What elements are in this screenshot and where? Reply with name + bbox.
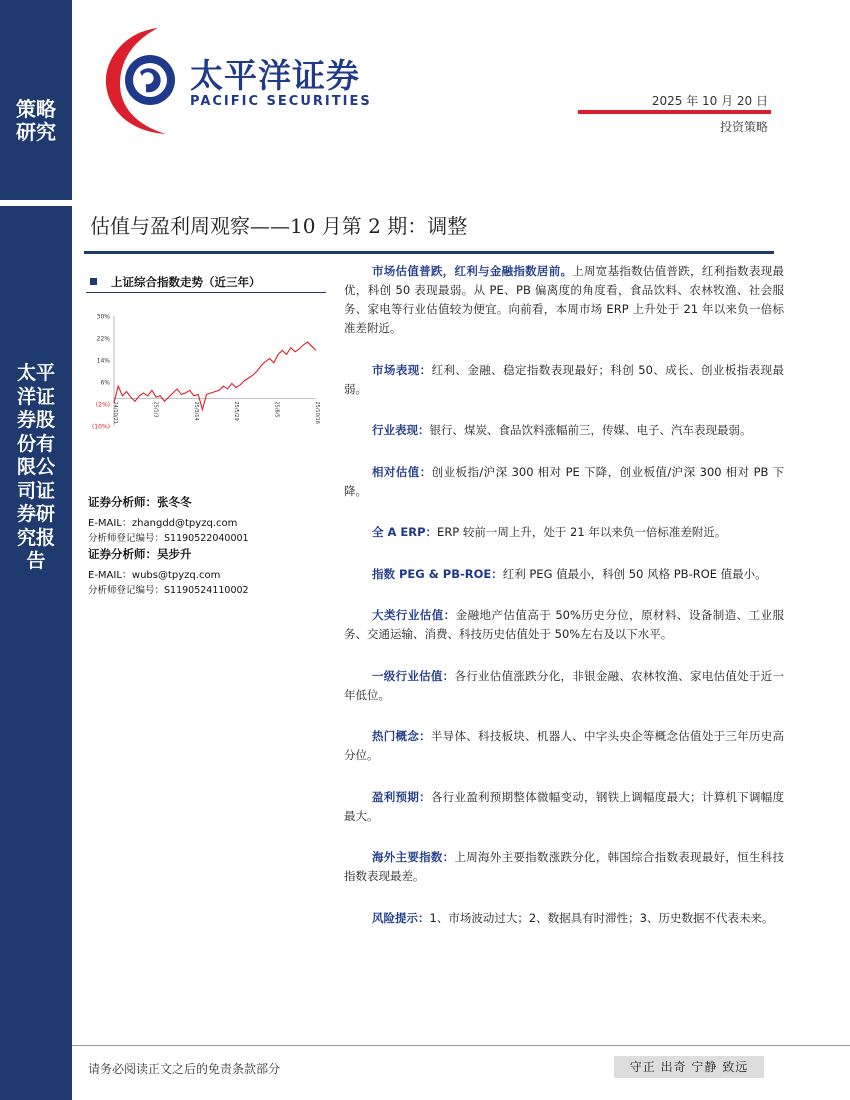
summary-paragraph bbox=[344, 848, 784, 886]
x-tick-label: 25/1/3 bbox=[152, 401, 159, 418]
paragraph-text: 上周海外主要指数涨跌分化，韩国综合指数表现最好，恒生科技指数表现最差。 bbox=[344, 850, 785, 883]
paragraph-text: 创业板指/沪深 300 相对 PE 下降，创业板值/沪深 300 相对 PB 下降。 bbox=[344, 464, 785, 498]
summary-paragraph bbox=[344, 788, 784, 826]
sidebar-report-label: 太平洋证券股份有限公司证券研究报告 bbox=[16, 362, 55, 572]
paragraph-keyword: 行业表现： bbox=[372, 423, 430, 437]
paragraph-keyword: 海外主要指数： bbox=[372, 850, 455, 864]
x-tick-label: 25/3/14 bbox=[192, 401, 199, 421]
report-title: 估值与盈利周观察——10 月第 2 期：调整 bbox=[90, 214, 468, 238]
summary-paragraph bbox=[344, 463, 784, 501]
footer-rule bbox=[72, 1045, 850, 1046]
paragraph-keyword: 风险提示： bbox=[372, 910, 430, 925]
summary-paragraph bbox=[344, 727, 784, 765]
paragraph-text: 1、市场波动过大；2、数据具有时滞性；3、历史数据不代表未来。 bbox=[429, 910, 774, 925]
summary-paragraph bbox=[344, 421, 784, 440]
summary-paragraph bbox=[344, 361, 784, 399]
paragraph-text: 银行、煤炭、食品饮料涨幅前三，传媒、电子、汽车表现最弱。 bbox=[429, 423, 752, 437]
summary-paragraph bbox=[344, 565, 784, 584]
x-tick-label: 25/10/16 bbox=[314, 401, 320, 424]
x-tick-label: 25/5/29 bbox=[233, 401, 240, 421]
company-motto: 守正 出奇 宁静 致远 bbox=[614, 1056, 764, 1078]
analyst-2-email: E-MAIL：wubs@tpyzq.com bbox=[88, 570, 221, 581]
series-line bbox=[114, 342, 316, 409]
paragraph-text: 红利、金融、稳定指数表现最好；科创 50、成长、创业板指表现最弱。 bbox=[344, 362, 784, 396]
paragraph-keyword: 一级行业估值： bbox=[372, 668, 455, 683]
analyst-1-reg: 分析师登记编号：S1190522040001 bbox=[88, 533, 249, 544]
paragraph-text: 金融地产估值高于 50%历史分位，原材料、设备制造、工业服务、交通运输、消费、科技历史估值处于 50%左右及以下水平。 bbox=[344, 608, 784, 641]
sidebar-top-label: 策略研究 bbox=[16, 97, 56, 144]
paragraph-keyword: 全 A ERP： bbox=[372, 525, 438, 539]
paragraph-text: 各行业盈利预期整体微幅变动，钢铁上调幅度最大；计算机下调幅度最大。 bbox=[344, 789, 785, 823]
sidebar bbox=[0, 0, 72, 1100]
chart-heading bbox=[90, 274, 261, 290]
bullet-square-icon bbox=[90, 278, 97, 285]
report-date: 2025 年 10 月 20 日 bbox=[651, 94, 768, 108]
paragraph-text: 上周宽基指数估值普跌，红利指数表现最优，科创 50 表现最弱。从 PE、PB 偏离度的角度看，食品饮料、农林牧渔、社会服务、家电等行业估值较为便宜。向前看，本周市场 ERP 上升处于 21 年以来负一倍标准差附近。 bbox=[344, 264, 784, 335]
y-tick-label: (10%) bbox=[91, 423, 110, 431]
paragraph-keyword: 大类行业估值： bbox=[372, 608, 456, 622]
paragraph-keyword: 指数 PEG & PB-ROE： bbox=[372, 566, 503, 581]
paragraph-keyword: 市场表现： bbox=[372, 362, 432, 377]
analyst-2-reg: 分析师登记编号：S1190524110002 bbox=[88, 585, 249, 596]
title-rule bbox=[84, 251, 774, 254]
paragraph-text: 红利 PEG 值最小，科创 50 风格 PB-ROE 值最小。 bbox=[502, 566, 767, 581]
brand-name-cn: 太平洋证券 bbox=[190, 56, 360, 95]
summary-paragraph bbox=[344, 523, 784, 542]
company-logo bbox=[100, 22, 180, 138]
report-category: 投资策略 bbox=[719, 120, 768, 134]
header-accent-line bbox=[578, 110, 771, 114]
brand-name-en: PACIFIC SECURITIES bbox=[190, 94, 372, 109]
summary-paragraph bbox=[344, 667, 784, 705]
analyst-1-title: 证券分析师：张冬冬 bbox=[88, 495, 192, 509]
paragraph-keyword: 热门概念： bbox=[372, 729, 431, 743]
y-tick-label: 6% bbox=[100, 379, 110, 387]
paragraph-text: ERP 较前一周上升，处于 21 年以来负一倍标准差附近。 bbox=[437, 525, 727, 539]
y-tick-label: 22% bbox=[96, 335, 110, 343]
summary-paragraph bbox=[344, 909, 784, 928]
y-tick-label: 14% bbox=[96, 357, 110, 365]
summary-paragraph bbox=[344, 262, 784, 338]
analyst-1-email: E-MAIL：zhangdd@tpyzq.com bbox=[88, 518, 238, 529]
summary-paragraph bbox=[344, 606, 784, 644]
index-chart bbox=[86, 300, 326, 440]
chart-heading-text: 上证综合指数走势（近三年） bbox=[111, 275, 261, 289]
summary-body bbox=[344, 262, 784, 950]
paragraph-keyword: 盈利预期： bbox=[372, 789, 431, 804]
x-tick-label: 24/10/21 bbox=[112, 401, 118, 424]
paragraph-keyword: 市场估值普跌，红利与金融指数居前。 bbox=[372, 264, 573, 278]
paragraph-keyword: 相对估值： bbox=[372, 464, 432, 479]
y-tick-label: 30% bbox=[96, 313, 110, 321]
y-tick-label: (2%) bbox=[95, 401, 110, 409]
analyst-2-title: 证券分析师：吴步升 bbox=[88, 547, 192, 561]
chart-heading-rule bbox=[86, 292, 326, 293]
sidebar-divider bbox=[0, 200, 72, 206]
paragraph-text: 各行业估值涨跌分化，非银金融、农林牧渔、家电估值处于近一年低位。 bbox=[344, 668, 785, 702]
x-tick-label: 25/8/5 bbox=[273, 401, 280, 418]
paragraph-text: 半导体、科技板块、机器人、中字头央企等概念估值处于三年历史高分位。 bbox=[344, 729, 785, 762]
disclaimer-note: 请务必阅读正文之后的免责条款部分 bbox=[88, 1062, 281, 1076]
